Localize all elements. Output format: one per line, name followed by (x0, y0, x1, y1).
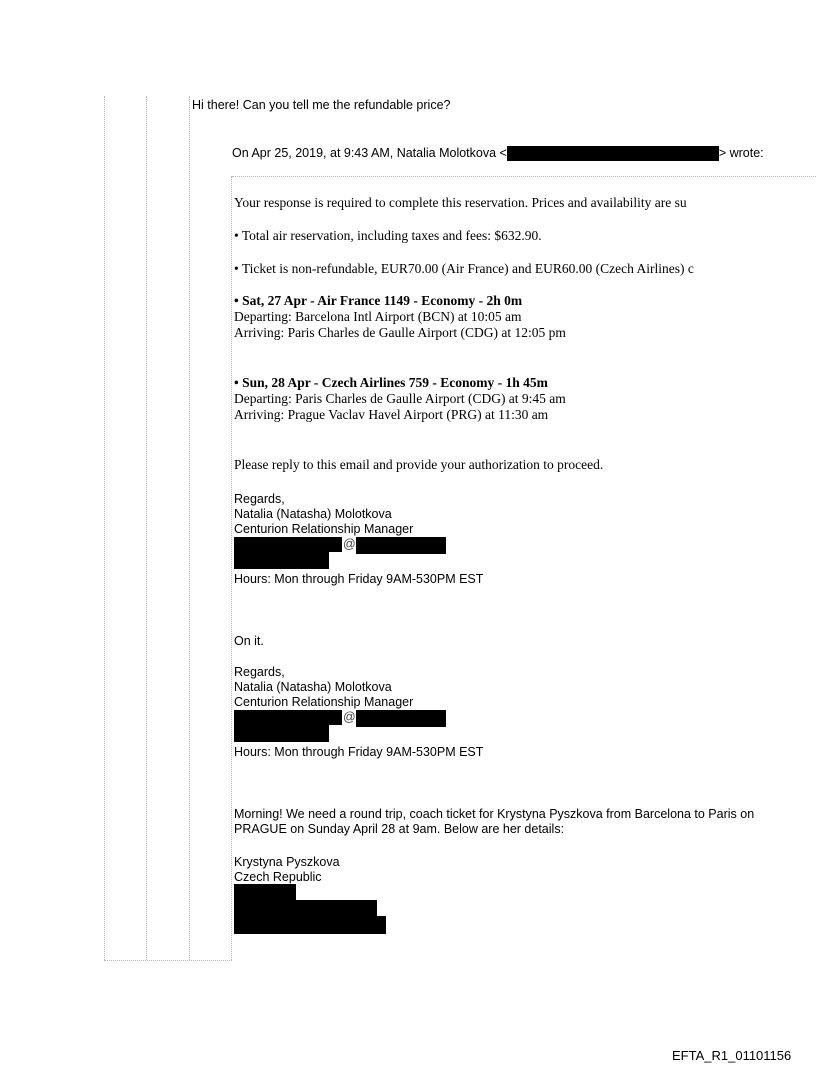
reply-greeting: Hi there! Can you tell me the refundable price? (192, 98, 451, 112)
signature-1-hours: Hours: Mon through Friday 9AM-530PM EST (234, 572, 484, 586)
quote-line-2 (146, 96, 147, 960)
quote-header (232, 146, 764, 161)
signature-1-name: Natalia (Natasha) Molotkova (234, 507, 392, 521)
redacted-email (507, 146, 719, 161)
signature-2 (234, 665, 816, 710)
signature-1-redaction-c (234, 552, 329, 569)
signature-2-hours: Hours: Mon through Friday 9AM-530PM EST (234, 745, 484, 759)
request-email (234, 807, 816, 837)
quote-header-prefix: On Apr 25, 2019, at 9:43 AM, Natalia Molotkova < (232, 146, 507, 160)
signature-2-regards: Regards, (234, 665, 285, 679)
passenger-redaction-a (234, 884, 296, 901)
flight-2-departing: Departing: Paris Charles de Gaulle Airport (CDG) at 9:45 am (234, 391, 566, 406)
flight-2-title: • Sun, 28 Apr - Czech Airlines 759 - Economy - 1h 45m (234, 375, 548, 390)
reservation-intro: Your response is required to complete this reservation. Prices and availability are su (234, 195, 687, 210)
flight-1-arriving: Arriving: Paris Charles de Gaulle Airport (CDG) at 12:05 pm (234, 325, 566, 340)
passenger-redaction-b (234, 900, 377, 917)
reservation-request: Please reply to this email and provide your authorization to proceed. (234, 457, 604, 472)
signature-1-regards: Regards, (234, 492, 285, 506)
signature-1-title: Centurion Relationship Manager (234, 522, 414, 536)
flight-1-title: • Sat, 27 Apr - Air France 1149 - Economy - 2h 0m (234, 293, 523, 308)
quote-line-1 (104, 96, 105, 960)
quote-bottom-line (104, 960, 232, 961)
signature-1 (234, 492, 816, 537)
signature-2-redaction-a (234, 710, 342, 725)
flight-2 (234, 375, 816, 423)
quote-header-suffix: > wrote: (718, 146, 764, 160)
signature-1-at: @ (343, 537, 356, 551)
quote-line-4 (231, 176, 232, 960)
signature-1-redaction-a (234, 537, 342, 552)
document-id: EFTA_R1_01101156 (672, 1048, 792, 1063)
flight-2-arriving: Arriving: Prague Vaclav Havel Airport (PRG) at 11:30 am (234, 407, 549, 422)
signature-2-redaction-b (356, 710, 446, 727)
flight-1-departing: Departing: Barcelona Intl Airport (BCN) at 10:05 am (234, 309, 522, 324)
quote-top-line (232, 176, 816, 177)
flight-1 (234, 293, 816, 341)
request-line-1: Morning! We need a round trip, coach ticket for Krystyna Pyszkova from Barcelona to Paris on (234, 807, 755, 821)
signature-2-name: Natalia (Natasha) Molotkova (234, 680, 392, 694)
signature-1-redaction-b (356, 537, 446, 554)
request-line-2: PRAGUE on Sunday April 28 at 9am. Below are her details: (234, 822, 565, 836)
passenger-name: Krystyna Pyszkova (234, 855, 340, 869)
passenger-redaction-c (234, 916, 386, 934)
onit-text: On it. (234, 634, 264, 648)
signature-2-title: Centurion Relationship Manager (234, 695, 414, 709)
passenger-country: Czech Republic (234, 870, 322, 884)
quote-line-3 (189, 96, 190, 960)
reservation-total: • Total air reservation, including taxes and fees: $632.90. (234, 228, 542, 243)
reservation-ticket: • Ticket is non-refundable, EUR70.00 (Air France) and EUR60.00 (Czech Airlines) c (234, 261, 694, 276)
passenger-details (234, 855, 816, 885)
signature-2-at: @ (343, 710, 356, 724)
signature-2-redaction-c (234, 725, 329, 742)
